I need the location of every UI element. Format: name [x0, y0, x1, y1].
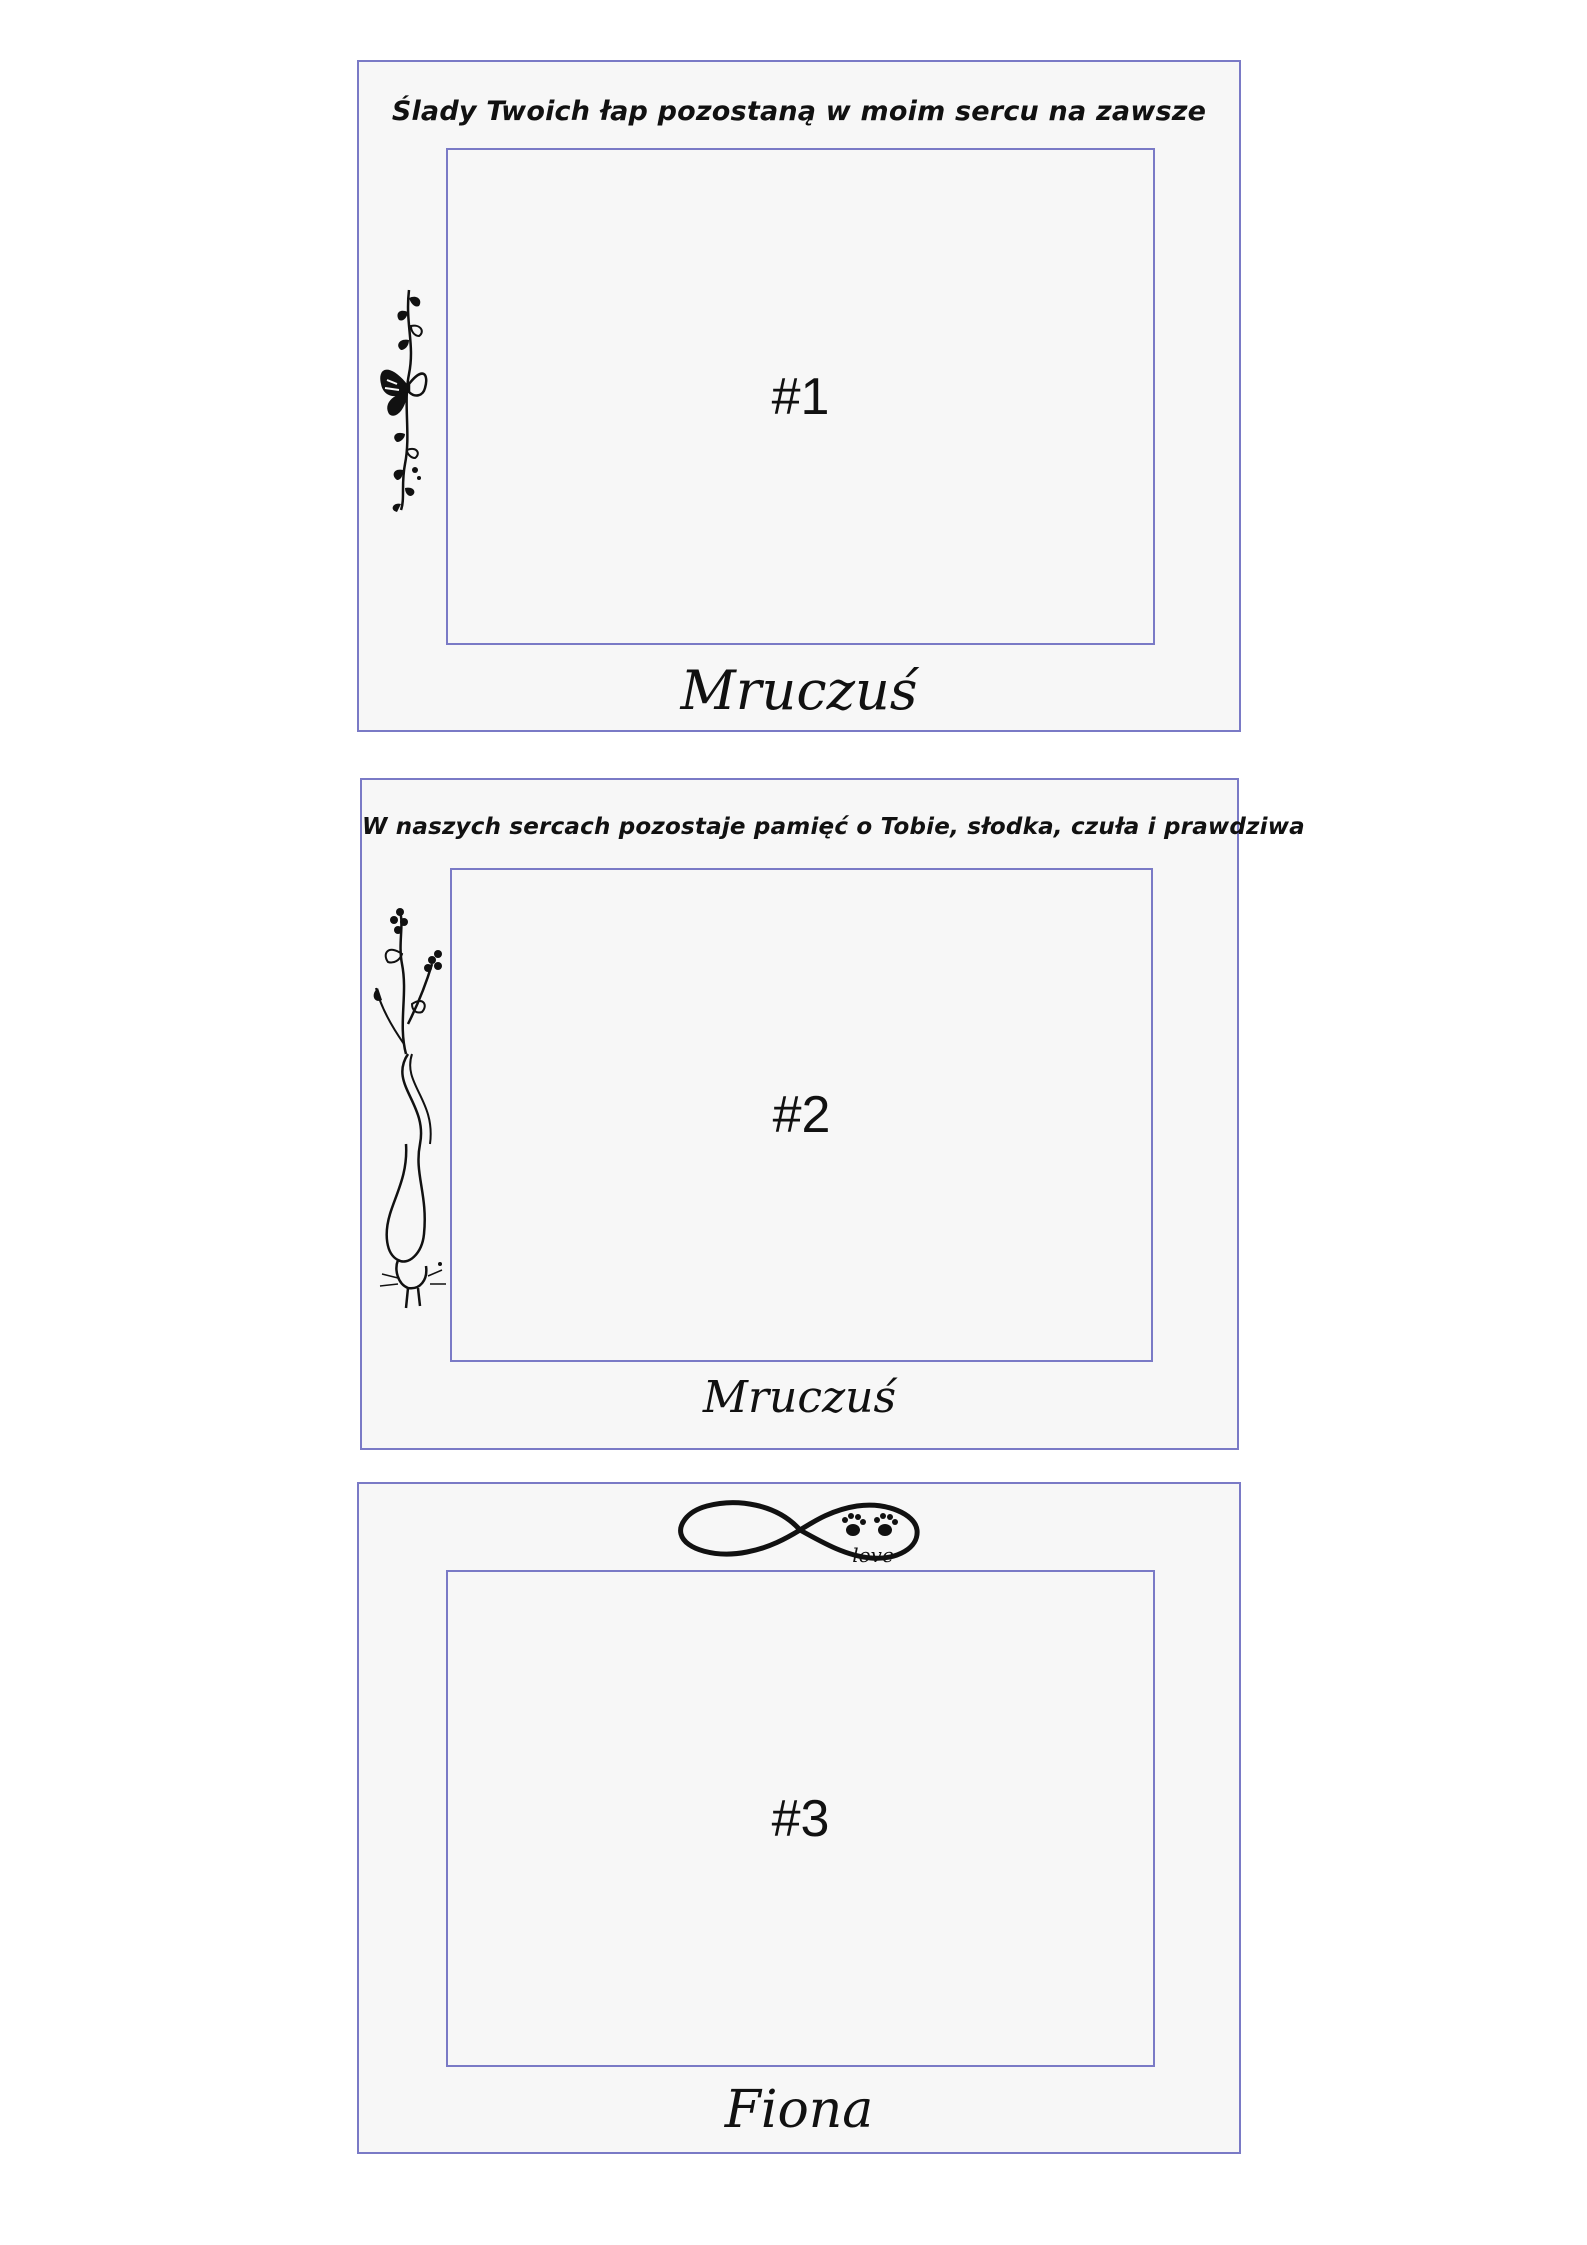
memorial-card-2	[360, 778, 1305, 1450]
memorial-card-1	[357, 60, 1241, 732]
cat-flower-icon	[368, 904, 454, 1324]
butterfly-vine-icon	[375, 284, 431, 514]
card-1-photo-placeholder[interactable]	[446, 148, 1155, 645]
card-1-name: Mruczuś	[680, 659, 918, 722]
infinity-love-text: love	[852, 1543, 894, 1567]
card-1-photo-label: #1	[771, 367, 830, 426]
infinity-paws-love-icon	[677, 1492, 923, 1568]
card-3-photo-placeholder[interactable]	[446, 1570, 1155, 2067]
memorial-card-3	[357, 1482, 1241, 2154]
card-2-photo-placeholder[interactable]	[450, 868, 1153, 1362]
card-1-quote: Ślady Twoich łap pozostaną w moim sercu na zawsze	[391, 96, 1207, 127]
card-2-quote: W naszych sercach pozostaje pamięć o Tobie, słodka, czuła i prawdziwa	[362, 814, 1305, 840]
card-3-name: Fiona	[724, 2080, 874, 2140]
card-3-photo-label: #3	[771, 1789, 830, 1848]
card-2-photo-label: #2	[772, 1086, 831, 1144]
card-2-name: Mruczuś	[702, 1372, 897, 1423]
